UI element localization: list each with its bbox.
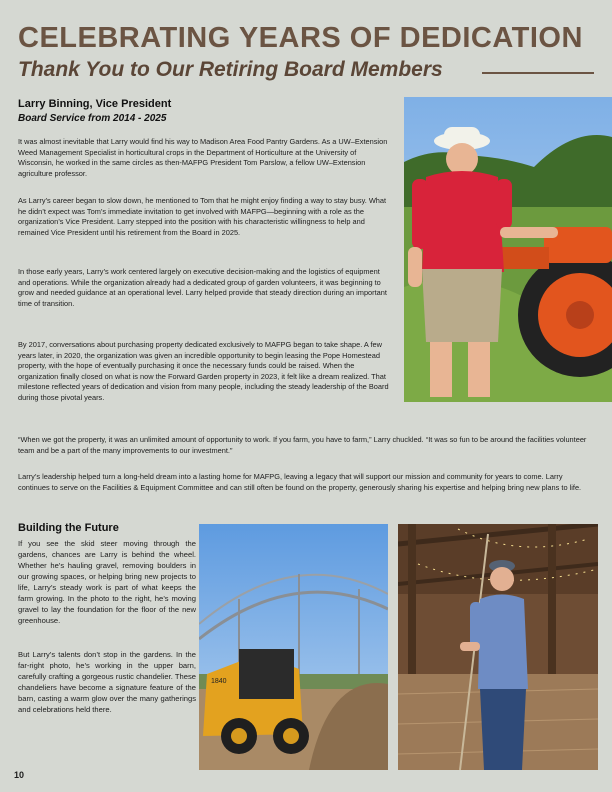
paragraph-legacy: Larry’s leadership helped turn a long-held dream into a lasting home for MAFPG, leaving a legacy that will support our mission and community for years to come. Larry continues to serve on the Facilities & Equipment Committee and can still often be found on the property, generously sharing his expertise and helping bring new plans to life.: [18, 472, 582, 492]
paragraph-quote: “When we got the property, it was an unlimited amount of opportunity to work. If you farm, you have to farm,” Larry chuckled. “It was so fun to be around the facilities volunteer team and be a part of the many improvements to our investment.”: [18, 435, 587, 455]
page-title: CELEBRATING YEARS OF DEDICATION: [18, 22, 583, 54]
title-rule: [482, 72, 594, 74]
paragraph-intro: It was almost inevitable that Larry would find his way to Madison Area Food Pantry Gardens. As a UW–Extension Weed Management Specialist in horticultural crops in the Department of Horticulture at the University of Wisconsin, he worked in the same circles as then-MAFPG President Tom Parslow, a fellow UW–Extension agriculture professor.: [18, 137, 388, 178]
paragraph-skid-steer: If you see the skid steer moving through the gardens, chances are Larry is behind the wheel. Whether he’s hauling gravel, removing boulders in our growing spaces, or helping bring new projects to life, Larry’s steady work is part of what keeps the farm growing. In the photo to the right, he’s moving gravel to lay the foundation for the floor of the new greenhouse.: [18, 539, 196, 625]
page-number: 10: [14, 770, 25, 780]
profile-name: Larry Binning, Vice President: [18, 98, 172, 110]
paragraph-invitation: As Larry’s career began to slow down, he mentioned to Tom that he might enjoy finding a way to stay busy. What he didn’t expect was Tom’s immediate invitation to get involved with MAFPG—beginning with a role as the organization’s Vice President. Larry stepped into the position with his characteristic willingness to help and remained Vice President until his retirement from the Board in 2025.: [18, 196, 387, 237]
photo-skid-steer: [199, 524, 388, 770]
paragraph-property: By 2017, conversations about purchasing property dedicated exclusively to MAFPG began to take shape. A few years later, in 2020, the organization was given an incredible opportunity to begin leasing the Pope Homestead property, with the hope of eventually purchasing it once the necessary funds could be raised. When the organization finally closed on what is now the Forward Garden property in 2023, it felt like a dream realized. That milestone reflected years of dedication and vision from many people, including the steady leadership of the Board during those pivotal years.: [18, 340, 389, 402]
page-subtitle: Thank You to Our Retiring Board Members: [18, 58, 443, 81]
paragraph-barn: But Larry’s talents don’t stop in the gardens. In the far-right photo, he’s working in the upper barn, carefully crafting a gorgeous rustic chandelier. These chandeliers have become a signature feature of the barn, casting a warm glow over the many gatherings and celebrations held there.: [18, 650, 196, 714]
photo-barn-chandelier: [398, 524, 598, 770]
photo-larry-tractor: [404, 97, 612, 402]
section-heading-building: Building the Future: [18, 522, 119, 534]
profile-service: Board Service from 2014 - 2025: [18, 113, 167, 124]
loader-number: 1840: [211, 678, 227, 685]
paragraph-early-years: In those early years, Larry’s work centered largely on executive decision-making and the logistics of equipment and operations. While the organization already had a dedicated group of garden volunteers, it was beginning to grow and needed guidance at an operational level. Larry helped provide that steady direction during an important time of transition.: [18, 267, 387, 308]
